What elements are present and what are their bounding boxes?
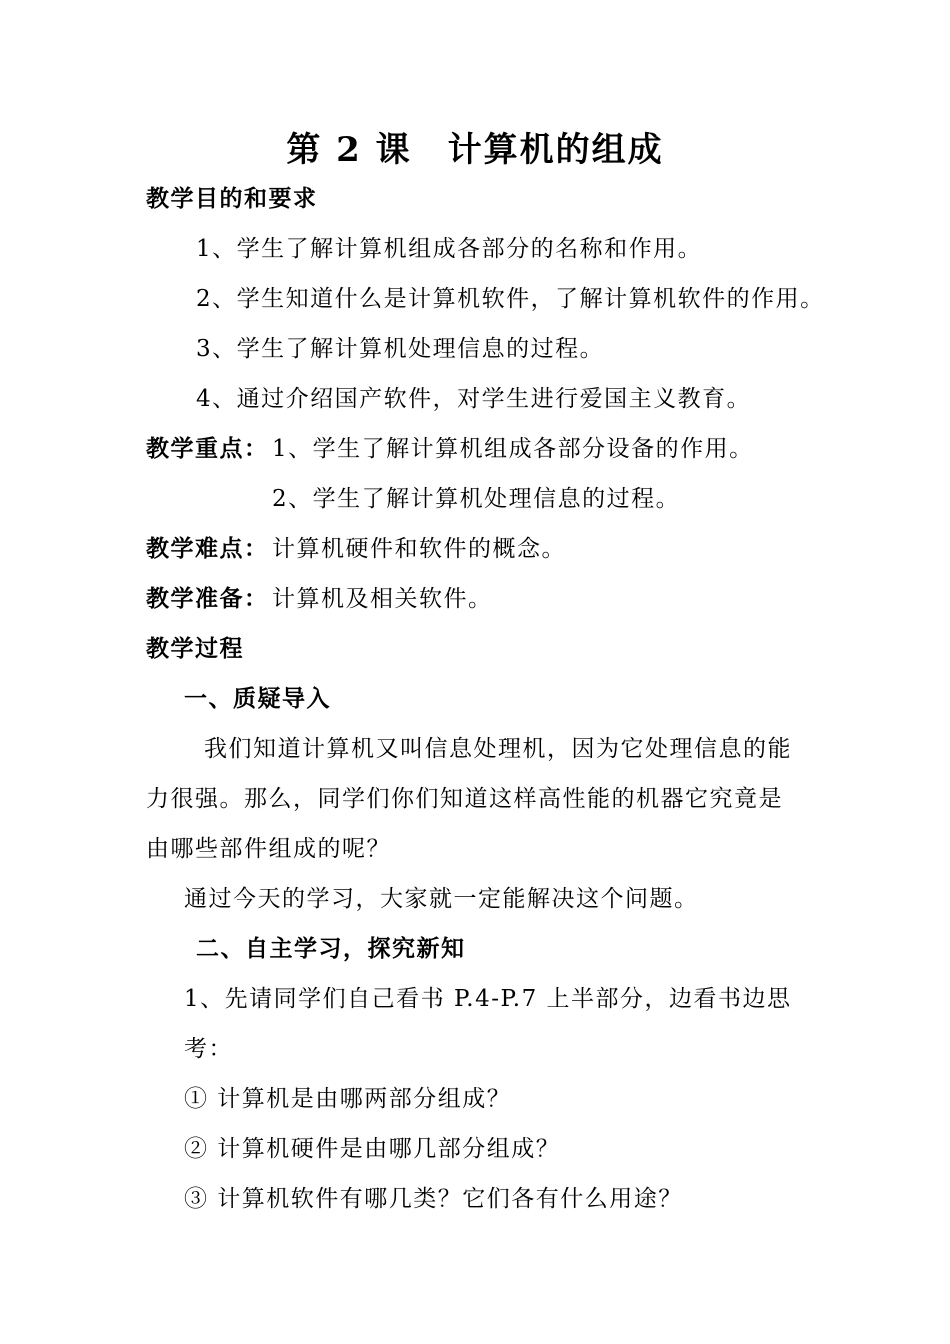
objective-item: 3、学生了解计算机处理信息的过程。	[196, 336, 605, 362]
objective-item: 1、学生了解计算机组成各部分的名称和作用。	[196, 236, 703, 262]
section1-paragraph-line: 由哪些部件组成的呢？	[146, 836, 391, 862]
section1-heading: 一、质疑导入	[184, 685, 331, 712]
difficulties-text: 计算机硬件和软件的概念。	[272, 536, 566, 562]
key-point-item: 2、学生了解计算机处理信息的过程。	[272, 486, 681, 512]
process-heading: 教学过程	[146, 635, 244, 662]
page-title: 第 2 课 计算机的组成	[286, 130, 664, 170]
question-item: ① 计算机是由哪两部分组成？	[184, 1086, 512, 1112]
objective-item: 4、通过介绍国产软件，对学生进行爱国主义教育。	[196, 386, 752, 412]
key-point-item: 1、学生了解计算机组成各部分设备的作用。	[272, 436, 754, 462]
difficulties-label: 教学难点：	[146, 535, 269, 562]
key-points-label: 教学重点：	[146, 435, 269, 462]
objective-item: 2、学生知道什么是计算机软件，了解计算机软件的作用。	[196, 286, 825, 312]
section2-heading: 二、自主学习，探究新知	[196, 935, 466, 962]
question-item: ③ 计算机软件有哪几类？它们各有什么用途？	[184, 1186, 683, 1212]
section1-paragraph2: 通过今天的学习，大家就一定能解决这个问题。	[184, 886, 699, 912]
section1-paragraph-line: 我们知道计算机又叫信息处理机，因为它处理信息的能	[204, 736, 792, 762]
question-item: ② 计算机硬件是由哪几部分组成？	[184, 1136, 561, 1162]
section2-task-line: 考：	[184, 1036, 233, 1062]
objectives-heading: 教学目的和要求	[146, 185, 318, 212]
preparation-label: 教学准备：	[146, 585, 269, 612]
preparation-text: 计算机及相关软件。	[272, 586, 493, 612]
section1-paragraph-line: 力很强。那么，同学们你们知道这样高性能的机器它究竟是	[146, 786, 783, 812]
section2-task-line: 1、先请同学们自己看书 P.4-P.7 上半部分，边看书边思	[184, 986, 792, 1012]
